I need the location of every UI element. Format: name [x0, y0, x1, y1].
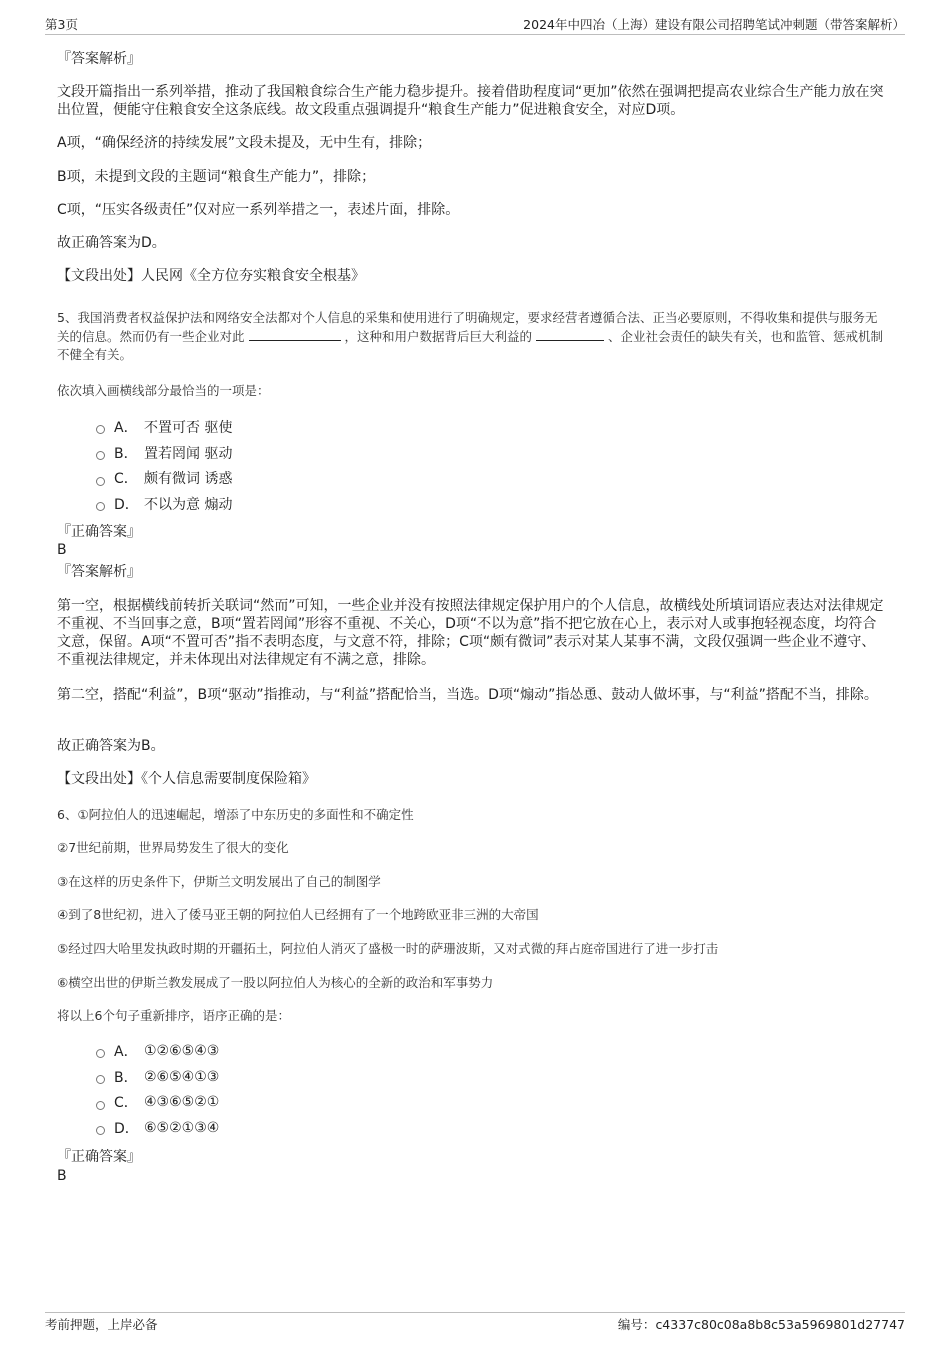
radio-icon[interactable] — [96, 451, 105, 460]
option-text: 置若罔闻 驱动 — [144, 445, 233, 462]
q5-analysis-paragraph-1: 第一空，根据横线前转折关联词“然而”可知，一些企业并没有按照法律规定保护用户的个人信息，故横线处所填词语应表达对法律规定不重视、不当回事之意，B项“置若罔闻”形容不重视、不关心，D项“不以为意”指不把它放在心上，表示对人或事抱轻视态度，均符合文意，保留。A项“不置可否”指不表明态度，与文意不符，排除；C项“颇有微词”表示对某人某事不满，文段仅强调一些企业不遵守、不重视法律规定，并未体现出对法律规定有不满之意，排除。 — [57, 598, 884, 668]
option-letter: D． — [114, 1120, 139, 1137]
page-header — [45, 12, 905, 35]
q5-prompt: 依次填入画横线部分最恰当的一项是： — [57, 383, 270, 398]
footer-code-label: 编号： — [617, 1317, 656, 1332]
q4-conclusion: 故正确答案为D。 — [57, 235, 166, 251]
footer-slogan: 考前押题，上岸必备 — [45, 1317, 158, 1332]
q4-analysis-paragraph: 文段开篇指出一系列举措，推动了我国粮食综合生产能力稳步提升。接着借助程度词“更加”依然在强调把提高农业综合生产能力放在突出位置，便能守住粮食安全这条底线。故文段重点强调提升“粮食生产能力”促进粮食安全，对应D项。 — [57, 84, 884, 118]
radio-icon[interactable] — [96, 425, 105, 434]
document-title: 2024年中四冶（上海）建设有限公司招聘笔试冲刺题（带答案解析） — [523, 17, 905, 32]
q5-stem-part3: 、企业社会责任的缺失有关，也和监管、惩戒机制不健全有关。 — [57, 328, 883, 362]
q6-option-b[interactable] — [96, 1064, 496, 1090]
radio-icon[interactable] — [96, 1049, 105, 1058]
radio-icon[interactable] — [96, 1126, 105, 1135]
option-letter: C． — [114, 1095, 138, 1112]
option-letter: A． — [114, 419, 138, 436]
q5-options — [96, 414, 496, 517]
q6-sentence-6: ⑥横空出世的伊斯兰教发展成了一股以阿拉伯人为核心的全新的政治和军事势力 — [57, 975, 494, 990]
option-text: ⑥⑤②①③④ — [144, 1119, 220, 1136]
q6-prompt: 将以上6个句子重新排序，语序正确的是： — [57, 1008, 290, 1023]
q5-blank-2 — [536, 328, 604, 341]
q5-stem — [57, 309, 887, 365]
option-letter: B． — [114, 445, 138, 462]
option-text: ①②⑥⑤④③ — [144, 1042, 220, 1059]
q4-analysis-option-c: C项，“压实各级责任”仅对应一系列举措之一，表述片面，排除。 — [57, 202, 460, 218]
q5-option-b[interactable] — [96, 440, 496, 466]
radio-icon[interactable] — [96, 1101, 105, 1110]
option-text: 不以为意 煽动 — [144, 496, 233, 513]
radio-icon[interactable] — [96, 477, 105, 486]
page-footer — [45, 1312, 905, 1339]
footer-code-value: c4337c80c08a8b8c53a5969801d27747 — [655, 1317, 905, 1332]
q4-analysis-option-a: A项，“确保经济的持续发展”文段未提及，无中生有，排除； — [57, 135, 432, 151]
q6-sentence-3: ③在这样的历史条件下，伊斯兰文明发展出了自己的制图学 — [57, 874, 381, 889]
option-letter: D． — [114, 496, 139, 513]
q4-source: 【文段出处】人民网《全方位夯实粮食安全根基》 — [57, 268, 365, 284]
q5-analysis-paragraph-2: 第二空，搭配“利益”，B项“驱动”指推动，与“利益”搭配恰当，当选。D项“煽动”指怂恿、鼓动人做坏事，与“利益”搭配不当，排除。 — [57, 687, 878, 703]
option-letter: C． — [114, 471, 138, 488]
q6-sentence-5: ⑤经过四大哈里发执政时期的开疆拓土，阿拉伯人消灭了盛极一时的萨珊波斯，又对式微的拜占庭帝国进行了进一步打击 — [57, 941, 719, 956]
q5-option-c[interactable] — [96, 465, 496, 491]
q6-option-d[interactable] — [96, 1115, 496, 1141]
q5-stem-part1: 5、我国消费者权益保护法和网络安全法都对个人信息的采集和使用进行了明确规定，要求经营者遵循合法、正当必要原则，不得收集和提供与服务无关的信息。然而仍有一些企业对此 — [57, 310, 878, 344]
footer-code — [618, 1315, 905, 1333]
q5-answer: B — [57, 542, 67, 558]
option-text: ②⑥⑤④①③ — [144, 1068, 220, 1085]
option-text: 不置可否 驱使 — [144, 419, 233, 436]
q5-answer-label: 『正确答案』 — [57, 524, 141, 540]
q6-sentence-1: 6、①阿拉伯人的迅速崛起，增添了中东历史的多面性和不确定性 — [57, 807, 414, 822]
page-number: 第3页 — [45, 17, 78, 32]
option-text: ④③⑥⑤②① — [144, 1094, 220, 1111]
option-letter: B． — [114, 1069, 138, 1086]
q4-analysis-label: 『答案解析』 — [57, 51, 141, 67]
q5-conclusion: 故正确答案为B。 — [57, 738, 165, 754]
q5-blank-1 — [249, 328, 341, 341]
option-text: 颇有微词 诱惑 — [144, 471, 233, 488]
q6-sentence-2: ②7世纪前期，世界局势发生了很大的变化 — [57, 840, 289, 855]
q6-answer: B — [57, 1168, 67, 1184]
q6-options — [96, 1038, 496, 1141]
option-letter: A． — [114, 1043, 138, 1060]
q5-analysis-label: 『答案解析』 — [57, 564, 141, 580]
q4-analysis-option-b: B项，未提到文段的主题词“粮食生产能力”，排除； — [57, 169, 376, 185]
q5-option-d[interactable] — [96, 491, 496, 517]
q6-sentence-4: ④到了8世纪初，进入了倭马亚王朝的阿拉伯人已经拥有了一个地跨欧亚非三洲的大帝国 — [57, 907, 539, 922]
q5-option-a[interactable] — [96, 414, 496, 440]
q6-option-a[interactable] — [96, 1038, 496, 1064]
q6-option-c[interactable] — [96, 1089, 496, 1115]
q5-stem-part2: ，这种和用户数据背后巨大利益的 — [344, 328, 532, 344]
q6-answer-label: 『正确答案』 — [57, 1149, 141, 1165]
q5-source: 【文段出处】《个人信息需要制度保险箱》 — [57, 771, 316, 787]
radio-icon[interactable] — [96, 1075, 105, 1084]
radio-icon[interactable] — [96, 502, 105, 511]
